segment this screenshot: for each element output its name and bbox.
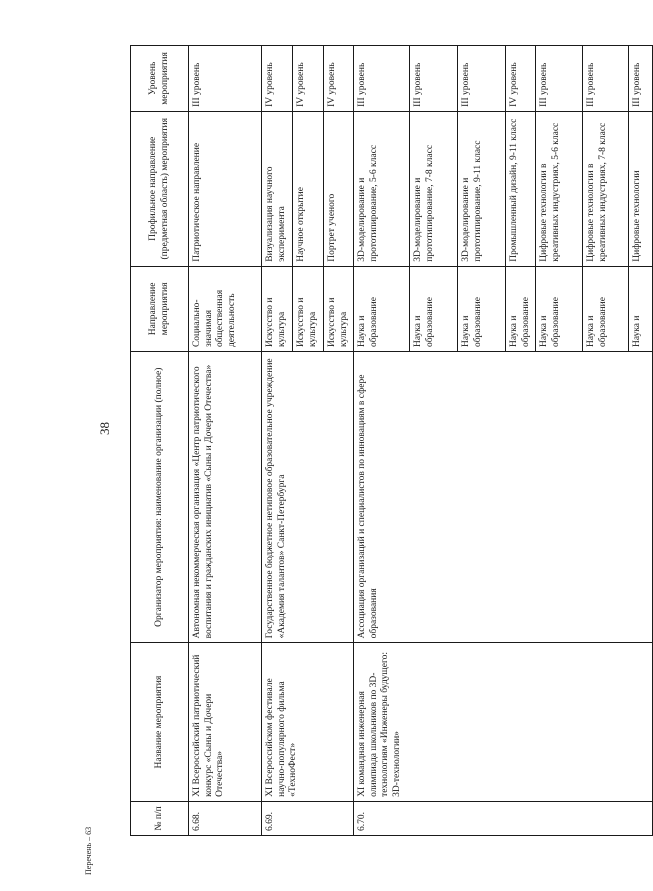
event-level: III уровень — [354, 46, 410, 112]
event-level: III уровень — [629, 46, 653, 112]
event-level: III уровень — [410, 46, 458, 112]
page-footer: Перечень – 63 — [84, 826, 93, 875]
header-direction: Направление мероприятия — [131, 266, 189, 351]
event-name: XI Всероссийском фестивале научно-популярного фильма «ТехноФест» — [262, 643, 354, 801]
table-row — [262, 46, 293, 836]
event-direction: Искусство и культура — [293, 266, 324, 351]
event-profile: Цифровые технологии в креативных индустриях, 7-8 класс — [583, 111, 629, 266]
row-num: 6.69. — [262, 801, 354, 835]
event-profile: Визуализация научного эксперимента — [262, 111, 293, 266]
event-level: IV уровень — [324, 46, 354, 112]
event-level: IV уровень — [262, 46, 293, 112]
event-level: III уровень — [458, 46, 506, 112]
event-direction: Наука и образование — [536, 266, 583, 351]
page-number: 38 — [97, 422, 112, 435]
header-profile: Профильное направление (предметная область) мероприятия — [131, 111, 189, 266]
event-direction: Наука и образование — [458, 266, 506, 351]
event-profile: 3D-моделирование и прототипирование, 5-6 класс — [354, 111, 410, 266]
event-profile: Научное открытие — [293, 111, 324, 266]
header-organizer: Организатор мероприятия: наименование организации (полное) — [131, 352, 189, 643]
event-level: III уровень — [189, 46, 262, 112]
header-level: Уровень мероприятия — [131, 46, 189, 112]
event-name: XI Всероссийский патриотический конкурс «Сыны и Дочери Отечества» — [189, 643, 262, 801]
table-header-row — [131, 46, 189, 836]
event-profile: 3D-моделирование и прототипирование, 9-11 класс — [458, 111, 506, 266]
event-direction: Наука и образование — [506, 266, 536, 351]
row-num: 6.68. — [189, 801, 262, 835]
event-direction: Наука и образование — [410, 266, 458, 351]
table-row — [354, 46, 410, 836]
event-organizer: Автономная некоммерческая организация «Центр патриотического воспитания и гражданских инициатив «Сыны и Дочери Отечества» — [189, 352, 262, 643]
event-organizer: Государственное бюджетное нетиповое образовательное учреждение «Академия талантов» Санкт-Петербурга — [262, 352, 354, 643]
event-profile: Патриотическое направление — [189, 111, 262, 266]
event-name: XI командная инженерная олимпиада школьников по 3D-технологиям «Инженеры будущего: 3D-технологии» — [354, 643, 653, 801]
event-level: IV уровень — [293, 46, 324, 112]
events-table — [130, 45, 653, 836]
event-direction: Искусство и культура — [262, 266, 293, 351]
event-direction: Наука и — [629, 266, 653, 351]
events-table-container — [130, 45, 643, 836]
event-profile: Промышленный дизайн, 9-11 класс — [506, 111, 536, 266]
event-profile: Цифровые технологии — [629, 111, 653, 266]
table-row — [189, 46, 262, 836]
event-level: III уровень — [536, 46, 583, 112]
header-num: № п/п — [131, 801, 189, 835]
event-profile: 3D-моделирование и прототипирование, 7-8 класс — [410, 111, 458, 266]
event-profile: Портрет ученого — [324, 111, 354, 266]
event-profile: Цифровые технологии в креативных индустриях, 5-6 класс — [536, 111, 583, 266]
event-direction: Социально-значимая общественная деятельность — [189, 266, 262, 351]
event-direction: Наука и образование — [354, 266, 410, 351]
event-level: IV уровень — [506, 46, 536, 112]
event-level: III уровень — [583, 46, 629, 112]
row-num: 6.70. — [354, 801, 653, 835]
header-name: Название мероприятия — [131, 643, 189, 801]
event-direction: Искусство и культура — [324, 266, 354, 351]
event-organizer: Ассоциация организаций и специалистов по инновациям в сфере образования — [354, 352, 653, 643]
event-direction: Наука и образование — [583, 266, 629, 351]
